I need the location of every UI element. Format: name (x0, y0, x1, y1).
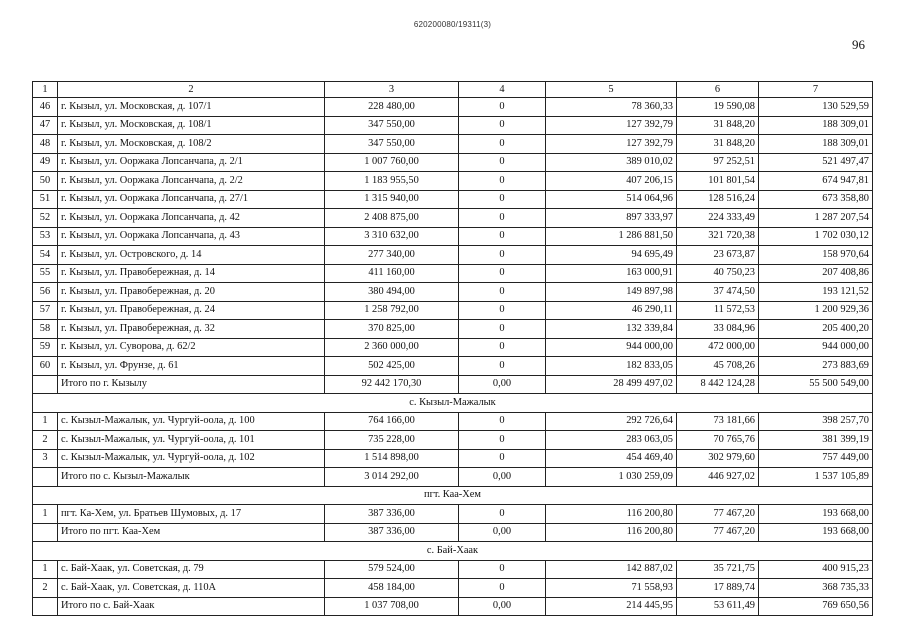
col-5-value-cell: 132 339,84 (546, 320, 677, 339)
col-4-value-cell: 0 (459, 135, 546, 154)
section-header-row (33, 394, 873, 413)
row-number-cell: 57 (33, 301, 58, 320)
address-cell: с. Бай-Хаак, ул. Советская, д. 79 (58, 560, 325, 579)
col-5-value-cell: 116 200,80 (546, 505, 677, 524)
col-5-value-cell: 944 000,00 (546, 338, 677, 357)
total-row (33, 597, 873, 616)
col-6-value-cell: 8 442 124,28 (677, 375, 759, 394)
row-number-cell: 50 (33, 172, 58, 191)
address-cell: г. Кызыл, ул. Фрунзе, д. 61 (58, 357, 325, 376)
col-4-value-cell: 0,00 (459, 468, 546, 487)
col-7-value-cell: 207 408,86 (759, 264, 873, 283)
col-5-value-cell: 71 558,93 (546, 579, 677, 598)
column-header-3: 3 (325, 82, 459, 98)
col-4-value-cell: 0 (459, 412, 546, 431)
row-number-cell: 56 (33, 283, 58, 302)
col-5-value-cell: 142 887,02 (546, 560, 677, 579)
row-number-cell: 58 (33, 320, 58, 339)
col-6-value-cell: 40 750,23 (677, 264, 759, 283)
table-row (33, 449, 873, 468)
address-cell: г. Кызыл, ул. Правобережная, д. 32 (58, 320, 325, 339)
col-5-value-cell: 514 064,96 (546, 190, 677, 209)
row-number-cell: 54 (33, 246, 58, 265)
table-row (33, 209, 873, 228)
row-number-cell: 47 (33, 116, 58, 135)
col-7-value-cell: 368 735,33 (759, 579, 873, 598)
col-7-value-cell: 769 650,56 (759, 597, 873, 616)
table-row (33, 190, 873, 209)
col-4-value-cell: 0 (459, 172, 546, 191)
table-row (33, 283, 873, 302)
col-5-value-cell: 407 206,15 (546, 172, 677, 191)
col-6-value-cell: 37 474,50 (677, 283, 759, 302)
address-cell: Итого по с. Кызыл-Мажалык (58, 468, 325, 487)
address-cell: Итого по г. Кызылу (58, 375, 325, 394)
col-4-value-cell: 0 (459, 116, 546, 135)
table-row (33, 227, 873, 246)
col-7-value-cell: 1 702 030,12 (759, 227, 873, 246)
row-number-cell: 2 (33, 431, 58, 450)
address-cell: г. Кызыл, ул. Московская, д. 108/2 (58, 135, 325, 154)
table-body (33, 82, 873, 616)
row-number-cell: 60 (33, 357, 58, 376)
col-7-value-cell: 188 309,01 (759, 135, 873, 154)
col-5-value-cell: 292 726,64 (546, 412, 677, 431)
col-6-value-cell: 224 333,49 (677, 209, 759, 228)
col-6-value-cell: 45 708,26 (677, 357, 759, 376)
col-7-value-cell: 158 970,64 (759, 246, 873, 265)
address-cell: г. Кызыл, ул. Суворова, д. 62/2 (58, 338, 325, 357)
col-5-value-cell: 182 833,05 (546, 357, 677, 376)
col-7-value-cell: 1 537 105,89 (759, 468, 873, 487)
table-row (33, 560, 873, 579)
col-4-value-cell: 0 (459, 209, 546, 228)
col-3-value-cell: 579 524,00 (325, 560, 459, 579)
address-cell: г. Кызыл, ул. Правобережная, д. 24 (58, 301, 325, 320)
row-number-cell (33, 597, 58, 616)
col-3-value-cell: 458 184,00 (325, 579, 459, 598)
address-cell: г. Кызыл, ул. Ооржака Лопсанчапа, д. 27/1 (58, 190, 325, 209)
col-4-value-cell: 0 (459, 449, 546, 468)
col-4-value-cell: 0 (459, 283, 546, 302)
col-4-value-cell: 0 (459, 227, 546, 246)
col-7-value-cell: 55 500 549,00 (759, 375, 873, 394)
col-7-value-cell: 188 309,01 (759, 116, 873, 135)
total-row (33, 375, 873, 394)
column-header-5: 5 (546, 82, 677, 98)
column-header-7: 7 (759, 82, 873, 98)
row-number-cell: 1 (33, 560, 58, 579)
address-cell: с. Кызыл-Мажалык, ул. Чургуй-оола, д. 101 (58, 431, 325, 450)
col-4-value-cell: 0 (459, 98, 546, 117)
row-number-cell: 1 (33, 505, 58, 524)
address-cell: с. Кызыл-Мажалык, ул. Чургуй-оола, д. 102 (58, 449, 325, 468)
section-title: пгт. Каа-Хем (33, 486, 873, 505)
col-3-value-cell: 1 183 955,50 (325, 172, 459, 191)
row-number-cell: 55 (33, 264, 58, 283)
row-number-cell: 48 (33, 135, 58, 154)
col-6-value-cell: 23 673,87 (677, 246, 759, 265)
col-7-value-cell: 944 000,00 (759, 338, 873, 357)
col-4-value-cell: 0 (459, 357, 546, 376)
col-7-value-cell: 273 883,69 (759, 357, 873, 376)
table-row (33, 98, 873, 117)
col-5-value-cell: 389 010,02 (546, 153, 677, 172)
col-4-value-cell: 0 (459, 246, 546, 265)
col-7-value-cell: 673 358,80 (759, 190, 873, 209)
col-4-value-cell: 0 (459, 560, 546, 579)
col-6-value-cell: 101 801,54 (677, 172, 759, 191)
col-3-value-cell: 2 360 000,00 (325, 338, 459, 357)
col-5-value-cell: 116 200,80 (546, 523, 677, 542)
row-number-cell: 3 (33, 449, 58, 468)
col-7-value-cell: 674 947,81 (759, 172, 873, 191)
address-cell: г. Кызыл, ул. Островского, д. 14 (58, 246, 325, 265)
col-6-value-cell: 70 765,76 (677, 431, 759, 450)
row-number-cell (33, 375, 58, 394)
address-cell: Итого по пгт. Каа-Хем (58, 523, 325, 542)
address-cell: г. Кызыл, ул. Правобережная, д. 14 (58, 264, 325, 283)
col-4-value-cell: 0 (459, 190, 546, 209)
address-cell: Итого по с. Бай-Хаак (58, 597, 325, 616)
table-row (33, 579, 873, 598)
col-5-value-cell: 127 392,79 (546, 135, 677, 154)
col-3-value-cell: 1 037 708,00 (325, 597, 459, 616)
col-7-value-cell: 193 121,52 (759, 283, 873, 302)
section-header-row (33, 542, 873, 561)
col-4-value-cell: 0 (459, 301, 546, 320)
col-6-value-cell: 17 889,74 (677, 579, 759, 598)
col-7-value-cell: 757 449,00 (759, 449, 873, 468)
col-7-value-cell: 193 668,00 (759, 523, 873, 542)
address-cell: г. Кызыл, ул. Ооржака Лопсанчапа, д. 2/2 (58, 172, 325, 191)
row-number-cell: 46 (33, 98, 58, 117)
page-number: 96 (852, 37, 865, 52)
section-header-row (33, 486, 873, 505)
table-header-row (33, 82, 873, 98)
col-6-value-cell: 31 848,20 (677, 135, 759, 154)
col-6-value-cell: 472 000,00 (677, 338, 759, 357)
column-header-6: 6 (677, 82, 759, 98)
col-4-value-cell: 0 (459, 153, 546, 172)
col-6-value-cell: 77 467,20 (677, 523, 759, 542)
col-5-value-cell: 127 392,79 (546, 116, 677, 135)
col-4-value-cell: 0,00 (459, 523, 546, 542)
col-3-value-cell: 1 514 898,00 (325, 449, 459, 468)
col-6-value-cell: 128 516,24 (677, 190, 759, 209)
col-5-value-cell: 78 360,33 (546, 98, 677, 117)
table-row (33, 357, 873, 376)
row-number-cell: 59 (33, 338, 58, 357)
col-6-value-cell: 446 927,02 (677, 468, 759, 487)
col-5-value-cell: 214 445,95 (546, 597, 677, 616)
col-5-value-cell: 163 000,91 (546, 264, 677, 283)
col-6-value-cell: 321 720,38 (677, 227, 759, 246)
col-6-value-cell: 77 467,20 (677, 505, 759, 524)
address-cell: г. Кызыл, ул. Ооржака Лопсанчапа, д. 42 (58, 209, 325, 228)
table-row (33, 505, 873, 524)
col-5-value-cell: 454 469,40 (546, 449, 677, 468)
table-row (33, 264, 873, 283)
col-3-value-cell: 3 014 292,00 (325, 468, 459, 487)
data-table (32, 81, 873, 616)
section-title: с. Кызыл-Мажалык (33, 394, 873, 413)
col-5-value-cell: 283 063,05 (546, 431, 677, 450)
col-3-value-cell: 735 228,00 (325, 431, 459, 450)
col-6-value-cell: 35 721,75 (677, 560, 759, 579)
col-3-value-cell: 387 336,00 (325, 523, 459, 542)
column-header-4: 4 (459, 82, 546, 98)
address-cell: г. Кызыл, ул. Правобережная, д. 20 (58, 283, 325, 302)
row-number-cell: 53 (33, 227, 58, 246)
col-6-value-cell: 31 848,20 (677, 116, 759, 135)
col-3-value-cell: 277 340,00 (325, 246, 459, 265)
col-7-value-cell: 400 915,23 (759, 560, 873, 579)
col-5-value-cell: 149 897,98 (546, 283, 677, 302)
table-row (33, 153, 873, 172)
table-row (33, 301, 873, 320)
col-5-value-cell: 897 333,97 (546, 209, 677, 228)
total-row (33, 523, 873, 542)
row-number-cell: 2 (33, 579, 58, 598)
col-4-value-cell: 0 (459, 264, 546, 283)
row-number-cell (33, 523, 58, 542)
col-3-value-cell: 347 550,00 (325, 135, 459, 154)
col-5-value-cell: 1 286 881,50 (546, 227, 677, 246)
col-4-value-cell: 0 (459, 338, 546, 357)
address-cell: пгт. Ка-Хем, ул. Братьев Шумовых, д. 17 (58, 505, 325, 524)
address-cell: с. Кызыл-Мажалык, ул. Чургуй-оола, д. 100 (58, 412, 325, 431)
column-header-1: 1 (33, 82, 58, 98)
table-row (33, 412, 873, 431)
col-3-value-cell: 380 494,00 (325, 283, 459, 302)
col-7-value-cell: 398 257,70 (759, 412, 873, 431)
address-cell: с. Бай-Хаак, ул. Советская, д. 110А (58, 579, 325, 598)
col-6-value-cell: 19 590,08 (677, 98, 759, 117)
col-5-value-cell: 46 290,11 (546, 301, 677, 320)
col-7-value-cell: 205 400,20 (759, 320, 873, 339)
col-3-value-cell: 2 408 875,00 (325, 209, 459, 228)
column-header-2: 2 (58, 82, 325, 98)
col-4-value-cell: 0,00 (459, 375, 546, 394)
col-3-value-cell: 3 310 632,00 (325, 227, 459, 246)
col-3-value-cell: 764 166,00 (325, 412, 459, 431)
col-6-value-cell: 11 572,53 (677, 301, 759, 320)
document-code: 620200080/19311(3) (413, 20, 492, 29)
col-3-value-cell: 1 315 940,00 (325, 190, 459, 209)
col-7-value-cell: 193 668,00 (759, 505, 873, 524)
table-row (33, 172, 873, 191)
table-row (33, 431, 873, 450)
col-7-value-cell: 1 287 207,54 (759, 209, 873, 228)
col-3-value-cell: 387 336,00 (325, 505, 459, 524)
col-7-value-cell: 521 497,47 (759, 153, 873, 172)
col-6-value-cell: 73 181,66 (677, 412, 759, 431)
col-4-value-cell: 0,00 (459, 597, 546, 616)
row-number-cell (33, 468, 58, 487)
section-title: с. Бай-Хаак (33, 542, 873, 561)
col-5-value-cell: 94 695,49 (546, 246, 677, 265)
col-6-value-cell: 302 979,60 (677, 449, 759, 468)
col-6-value-cell: 97 252,51 (677, 153, 759, 172)
col-3-value-cell: 1 007 760,00 (325, 153, 459, 172)
col-6-value-cell: 33 084,96 (677, 320, 759, 339)
table-row (33, 338, 873, 357)
address-cell: г. Кызыл, ул. Ооржака Лопсанчапа, д. 43 (58, 227, 325, 246)
col-4-value-cell: 0 (459, 320, 546, 339)
address-cell: г. Кызыл, ул. Московская, д. 107/1 (58, 98, 325, 117)
col-4-value-cell: 0 (459, 579, 546, 598)
col-3-value-cell: 228 480,00 (325, 98, 459, 117)
col-7-value-cell: 1 200 929,36 (759, 301, 873, 320)
col-5-value-cell: 1 030 259,09 (546, 468, 677, 487)
col-7-value-cell: 381 399,19 (759, 431, 873, 450)
col-4-value-cell: 0 (459, 505, 546, 524)
table-row (33, 320, 873, 339)
col-3-value-cell: 411 160,00 (325, 264, 459, 283)
col-3-value-cell: 502 425,00 (325, 357, 459, 376)
col-3-value-cell: 347 550,00 (325, 116, 459, 135)
row-number-cell: 49 (33, 153, 58, 172)
row-number-cell: 1 (33, 412, 58, 431)
col-4-value-cell: 0 (459, 431, 546, 450)
col-5-value-cell: 28 499 497,02 (546, 375, 677, 394)
col-3-value-cell: 370 825,00 (325, 320, 459, 339)
col-7-value-cell: 130 529,59 (759, 98, 873, 117)
total-row (33, 468, 873, 487)
row-number-cell: 52 (33, 209, 58, 228)
row-number-cell: 51 (33, 190, 58, 209)
col-3-value-cell: 92 442 170,30 (325, 375, 459, 394)
address-cell: г. Кызыл, ул. Московская, д. 108/1 (58, 116, 325, 135)
table-row (33, 246, 873, 265)
col-6-value-cell: 53 611,49 (677, 597, 759, 616)
table-row (33, 116, 873, 135)
address-cell: г. Кызыл, ул. Ооржака Лопсанчапа, д. 2/1 (58, 153, 325, 172)
table-row (33, 135, 873, 154)
col-3-value-cell: 1 258 792,00 (325, 301, 459, 320)
